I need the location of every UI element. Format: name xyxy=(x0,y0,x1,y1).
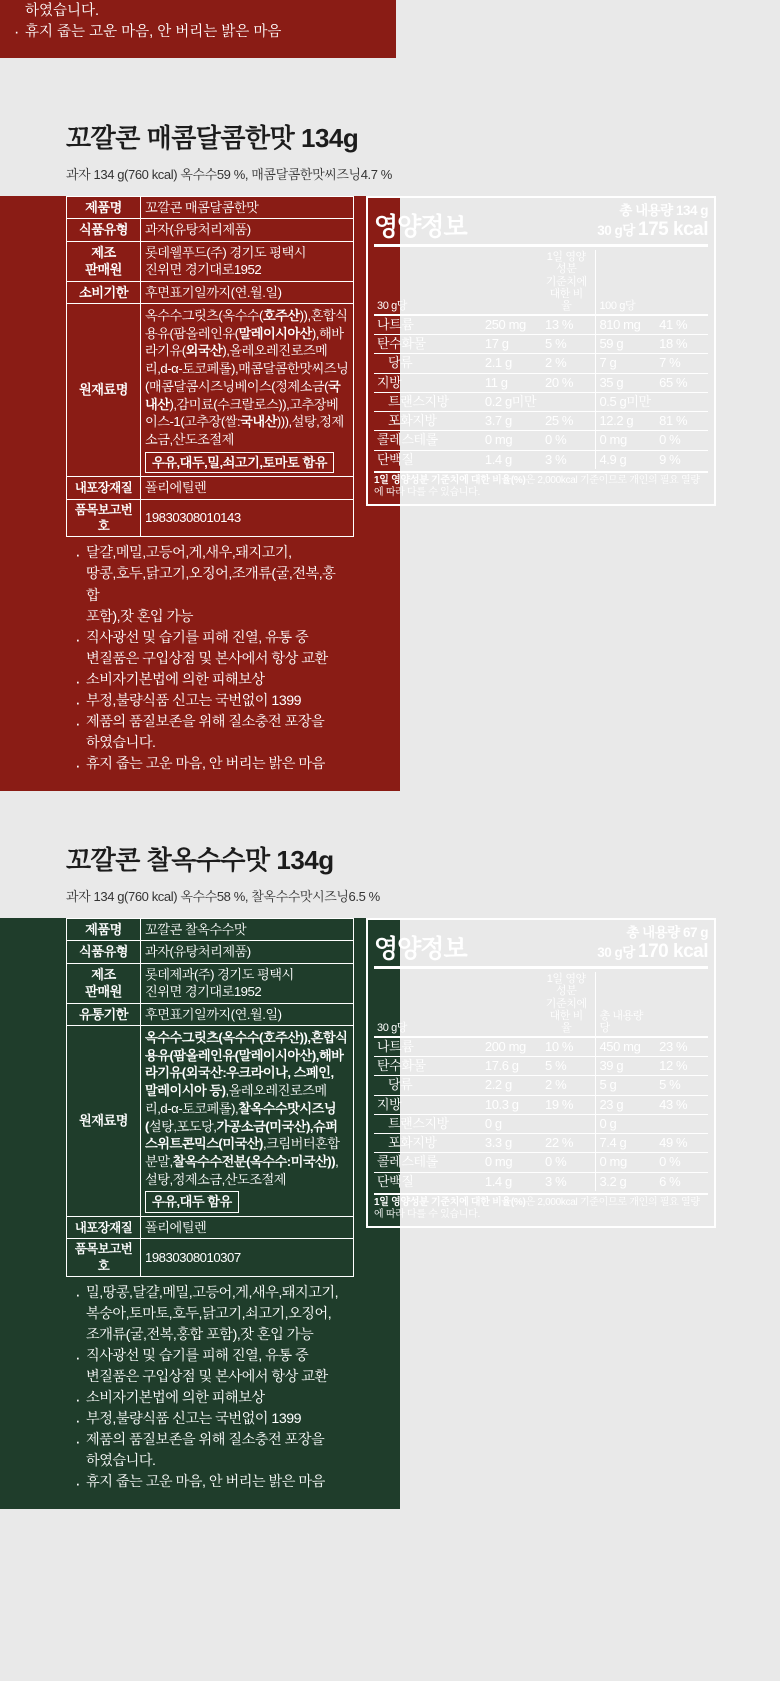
nutrient-amount: 0.2 g미만 xyxy=(482,392,542,411)
nutrient-percent-alt: 65 % xyxy=(656,373,708,392)
info-row-label: 식품유형 xyxy=(67,941,141,963)
product-title: 꼬깔콘 찰옥수수맛 134g xyxy=(66,845,334,875)
nutrient-amount-alt: 810 mg xyxy=(596,315,656,335)
nutrient-name: 단백질 xyxy=(374,1172,482,1191)
product-note-item: · 달걀,메밀,고등어,게,새우,돼지고기, 땅콩,호두,닭고기,오징어,조개류(굴,전복,홍합 포함),잣 혼입 가능 xyxy=(74,543,346,627)
nutrient-amount-alt: 450 mg xyxy=(596,1037,656,1057)
packaging-row xyxy=(67,477,354,499)
nutrient-amount-alt: 0 g xyxy=(596,1114,656,1133)
product-note-item: · 제품의 품질보존을 위해 질소충전 포장을 하였습니다. xyxy=(74,1430,346,1472)
packaging-row xyxy=(67,1239,354,1277)
nutrient-percent-alt xyxy=(656,1114,708,1133)
info-row-value: 과자(유탕처리제품) xyxy=(141,941,354,963)
info-row xyxy=(67,281,354,303)
product-subtitle: 과자 134 g(760 kcal) 옥수수58 %, 찰옥수수맛시즈닝6.5 % xyxy=(66,889,380,904)
nutrient-name: 나트륨 xyxy=(374,315,482,335)
nutrient-amount-alt: 35 g xyxy=(596,373,656,392)
nutrient-percent: 13 % xyxy=(542,315,596,335)
nutrient-percent-alt: 41 % xyxy=(656,315,708,335)
nutrient-percent-alt: 6 % xyxy=(656,1172,708,1191)
nutrient-amount-alt: 39 g xyxy=(596,1057,656,1076)
nutrition-table xyxy=(374,972,708,1190)
ingredients-value: 옥수수그릿츠(옥수수(호주산)),혼합식용유(팜올레인유(말레이시아산),해바라기유(외국산),올레오레진로즈메리,d-α-토코페롤),매콤달콤한맛씨즈닝(매콤달콤시즈닝베이스(정제소금(국내산),감미료(수크랄로스)),고추장베이스-1(고추장(쌀:국내산))),설탕,정제소금,산도조절제 우유,대두,밀,쇠고기,토마토 함유 xyxy=(141,304,354,477)
nutrition-table-header xyxy=(374,250,708,314)
info-row xyxy=(67,219,354,241)
packaging-row-label: 품목보고번호 xyxy=(67,1239,141,1277)
info-row-label: 제조 판매원 xyxy=(67,963,141,1003)
info-row-value: 과자(유탕처리제품) xyxy=(141,219,354,241)
info-row xyxy=(67,197,354,219)
nutrient-percent-alt: 0 % xyxy=(656,1153,708,1172)
col-serving: 30 g당 xyxy=(377,1021,408,1034)
ingredients-row xyxy=(67,304,354,477)
col-alt-percent xyxy=(656,250,708,314)
nutrient-percent-alt: 9 % xyxy=(656,450,708,469)
nutrient-percent: 20 % xyxy=(542,373,596,392)
nutrient-amount-alt: 0.5 g미만 xyxy=(596,392,656,411)
nutrition-header xyxy=(374,925,708,962)
nutrient-amount-alt: 59 g xyxy=(596,335,656,354)
nutrition-footnote: 1일 영양성분 기준치에 대한 비율(%)은 2,000kcal 기준이므로 개인의 필요 열량에 따라 다를 수 있습니다. xyxy=(374,471,708,499)
product-info-table-wrap xyxy=(66,918,354,1501)
packaging-row xyxy=(67,1216,354,1238)
packaging-row-label: 내포장재질 xyxy=(67,477,141,499)
info-row-value: 후면표기일까지(연.월.일) xyxy=(141,281,354,303)
nutrient-amount-alt: 7.4 g xyxy=(596,1134,656,1153)
nutrition-table xyxy=(374,250,708,468)
nutrient-amount: 17 g xyxy=(482,335,542,354)
info-row-label: 제품명 xyxy=(67,197,141,219)
nutrition-row xyxy=(374,1134,708,1153)
nutrient-percent: 19 % xyxy=(542,1095,596,1114)
nutrient-percent-alt: 0 % xyxy=(656,431,708,450)
nutrient-amount: 200 mg xyxy=(482,1037,542,1057)
nutrition-total-amount: 총 내용량 67 g xyxy=(626,925,708,940)
nutrition-footnote: 1일 영양성분 기준치에 대한 비율(%)은 2,000kcal 기준이므로 개인의 필요 열량에 따라 다를 수 있습니다. xyxy=(374,1193,708,1221)
col-alt: 100 g당 xyxy=(596,250,656,314)
nutrient-percent: 2 % xyxy=(542,354,596,373)
packaging-row xyxy=(67,499,354,537)
nutrition-row xyxy=(374,335,708,354)
col-alt-percent xyxy=(656,972,708,1036)
nutrient-percent: 3 % xyxy=(542,1172,596,1191)
product-note-item: · 밀,땅콩,달걀,메밀,고등어,게,새우,돼지고기, 복숭아,토마토,호두,닭고기,쇠고기,오징어, 조개류(굴,전복,홍합 포함),잣 혼입 가능 xyxy=(74,1283,346,1346)
nutrient-percent-alt xyxy=(656,392,708,411)
nutrient-percent-alt: 81 % xyxy=(656,412,708,431)
nutrition-table-header xyxy=(374,972,708,1036)
info-row-value: 꼬깔콘 매콤달콤한맛 xyxy=(141,197,354,219)
nutrition-title: 영양정보 xyxy=(374,213,467,242)
nutrient-percent: 0 % xyxy=(542,431,596,450)
product-note-item: · 휴지 줍는 고운 마음, 안 버리는 밝은 마음 xyxy=(74,754,346,775)
product-section-spicy-sweet xyxy=(0,118,780,772)
nutrition-row xyxy=(374,392,708,411)
nutrient-percent: 0 % xyxy=(542,1153,596,1172)
nutrition-total-amount: 총 내용량 134 g xyxy=(619,203,708,218)
nutrient-amount: 1.4 g xyxy=(482,450,542,469)
nutrient-percent: 2 % xyxy=(542,1076,596,1095)
nutrition-row xyxy=(374,431,708,450)
allergy-badge: 우유,대두,밀,쇠고기,토마토 함유 xyxy=(145,452,334,474)
nutrient-percent: 5 % xyxy=(542,335,596,354)
nutrition-serving-kcal: 30 g당 170 kcal xyxy=(597,940,708,962)
nutrition-row xyxy=(374,1076,708,1095)
nutrient-percent: 22 % xyxy=(542,1134,596,1153)
nutrient-name: 지방 xyxy=(374,373,482,392)
packaging-row-label: 내포장재질 xyxy=(67,1216,141,1238)
info-row xyxy=(67,941,354,963)
info-row-label: 식품유형 xyxy=(67,219,141,241)
nutrient-percent: 10 % xyxy=(542,1037,596,1057)
nutrition-row xyxy=(374,354,708,373)
nutrition-box xyxy=(366,918,716,1228)
product-notes xyxy=(66,1277,354,1501)
nutrient-amount: 0 g xyxy=(482,1114,542,1133)
product-note-item: · 소비자기본법에 의한 피해보상 xyxy=(74,670,346,691)
nutrient-name: 단백질 xyxy=(374,450,482,469)
product-info-table-wrap xyxy=(66,196,354,783)
col-amount xyxy=(482,250,542,314)
nutrient-percent-alt: 23 % xyxy=(656,1037,708,1057)
nutrient-amount-alt: 4.9 g xyxy=(596,450,656,469)
nutrient-percent-alt: 49 % xyxy=(656,1134,708,1153)
col-amount xyxy=(482,972,542,1036)
nutrient-amount: 10.3 g xyxy=(482,1095,542,1114)
nutrient-amount-alt: 0 mg xyxy=(596,431,656,450)
product-note-item: · 직사광선 및 습기를 피해 진열, 유통 중 변질품은 구입상점 및 본사에서 항상 교환 xyxy=(74,1346,346,1388)
nutrient-name: 지방 xyxy=(374,1095,482,1114)
nutrition-title: 영양정보 xyxy=(374,935,467,964)
nutrition-rule xyxy=(374,966,708,969)
nutrient-name: 탄수화물 xyxy=(374,1057,482,1076)
ingredients-value: 옥수수그릿츠(옥수수(호주산)),혼합식용유(팜올레인유(말레이시아산),해바라기유(외국산:우크라이나, 스페인, 말레이시아 등),올레오레진로즈메리,d-α-토코페롤),찰옥수수맛시즈닝(설탕,포도당,가공소금(미국산),슈퍼스위트콘믹스(미국산),크림버터혼합분말,찰옥수수전분(옥수수:미국산)),설탕,정제소금,산도조절제 우유,대두 함유 xyxy=(141,1026,354,1217)
nutrition-panel xyxy=(366,196,716,506)
nutrition-row xyxy=(374,1172,708,1191)
nutrient-name: 포화지방 xyxy=(374,1134,482,1153)
info-row xyxy=(67,1003,354,1025)
nutrient-percent-alt: 43 % xyxy=(656,1095,708,1114)
nutrient-percent: 5 % xyxy=(542,1057,596,1076)
nutrition-header xyxy=(374,203,708,240)
packaging-row-value: 폴리에틸렌 xyxy=(141,1216,354,1238)
nutrient-amount: 0 mg xyxy=(482,1153,542,1172)
col-serving: 30 g당 xyxy=(377,299,408,312)
product-note-item: · 부정,불량식품 신고는 국번없이 1399 xyxy=(74,691,346,712)
nutrient-name: 포화지방 xyxy=(374,412,482,431)
info-row xyxy=(67,241,354,281)
nutrient-name: 당류 xyxy=(374,354,482,373)
ingredients-label: 원재료명 xyxy=(67,1026,141,1217)
info-row-value: 후면표기일까지(연.월.일) xyxy=(141,1003,354,1025)
nutrient-amount-alt: 7 g xyxy=(596,354,656,373)
nutrient-percent: 25 % xyxy=(542,412,596,431)
allergy-badge: 우유,대두 함유 xyxy=(145,1191,239,1213)
nutrition-panel xyxy=(366,918,716,1228)
ingredients-label: 원재료명 xyxy=(67,304,141,477)
nutrient-amount: 11 g xyxy=(482,373,542,392)
nutrition-row xyxy=(374,1153,708,1172)
nutrient-amount-alt: 23 g xyxy=(596,1095,656,1114)
product-note-item: · 부정,불량식품 신고는 국번없이 1399 xyxy=(74,1409,346,1430)
nutrient-percent xyxy=(542,1114,596,1133)
nutrient-amount: 3.7 g xyxy=(482,412,542,431)
col-alt: 총 내용량당 xyxy=(596,972,656,1036)
product-note-item: · 소비자기본법에 의한 피해보상 xyxy=(74,1388,346,1409)
nutrition-row xyxy=(374,373,708,392)
col-percent: 1일 영양성분 기준치에 대한 비율 xyxy=(545,251,587,312)
nutrient-amount: 3.3 g xyxy=(482,1134,542,1153)
info-row-label: 소비기한 xyxy=(67,281,141,303)
product-title: 꼬깔콘 매콤달콤한맛 134g xyxy=(66,123,359,153)
nutrient-amount-alt: 12.2 g xyxy=(596,412,656,431)
nutrient-amount-alt: 5 g xyxy=(596,1076,656,1095)
top-partial-list xyxy=(14,0,386,43)
ingredients-row xyxy=(67,1026,354,1217)
nutrient-name: 콜레스테롤 xyxy=(374,1153,482,1172)
top-note-line-3: · 휴지 줍는 고운 마음, 안 버리는 밝은 마음 xyxy=(14,22,386,43)
product-subtitle: 과자 134 g(760 kcal) 옥수수59 %, 매콤달콤한맛씨즈닝4.7 % xyxy=(66,167,392,182)
nutrient-name: 트랜스지방 xyxy=(374,1114,482,1133)
nutrient-amount: 2.1 g xyxy=(482,354,542,373)
info-row-label: 제품명 xyxy=(67,919,141,941)
product-note-item: · 제품의 품질보존을 위해 질소충전 포장을 하였습니다. xyxy=(74,712,346,754)
nutrient-name: 당류 xyxy=(374,1076,482,1095)
nutrition-rule xyxy=(374,244,708,247)
nutrition-box xyxy=(366,196,716,506)
nutrient-percent-alt: 12 % xyxy=(656,1057,708,1076)
nutrient-percent-alt: 7 % xyxy=(656,354,708,373)
product-info-table xyxy=(66,918,354,1277)
info-row-label: 유통기한 xyxy=(67,1003,141,1025)
info-row-label: 제조 판매원 xyxy=(67,241,141,281)
nutrition-row xyxy=(374,1057,708,1076)
nutrition-row xyxy=(374,315,708,335)
nutrient-percent xyxy=(542,392,596,411)
info-row xyxy=(67,963,354,1003)
col-percent: 1일 영양성분 기준치에 대한 비율 xyxy=(545,973,587,1034)
packaging-row-label: 품목보고번호 xyxy=(67,499,141,537)
product-note-item: · 휴지 줍는 고운 마음, 안 버리는 밝은 마음 xyxy=(74,1472,346,1493)
info-row-value: 꼬깔콘 찰옥수수맛 xyxy=(141,919,354,941)
nutrient-amount-alt: 0 mg xyxy=(596,1153,656,1172)
nutrient-percent-alt: 5 % xyxy=(656,1076,708,1095)
nutrient-amount: 17.6 g xyxy=(482,1057,542,1076)
packaging-row-value: 19830308010307 xyxy=(141,1239,354,1277)
nutrient-name: 나트륨 xyxy=(374,1037,482,1057)
product-section-waxy-corn xyxy=(0,840,780,1491)
top-note-line-2: 하였습니다. xyxy=(25,3,100,20)
info-row-value: 롯데제과(주) 경기도 평택시 진위면 경기대로1952 xyxy=(141,963,354,1003)
nutrition-row xyxy=(374,412,708,431)
nutrition-row xyxy=(374,450,708,469)
nutrient-name: 트랜스지방 xyxy=(374,392,482,411)
top-partial-notes xyxy=(0,0,396,58)
nutrient-name: 콜레스테롤 xyxy=(374,431,482,450)
nutrient-amount: 250 mg xyxy=(482,315,542,335)
nutrition-row xyxy=(374,1114,708,1133)
info-row xyxy=(67,919,354,941)
nutrient-amount-alt: 3.2 g xyxy=(596,1172,656,1191)
info-row-value: 롯데웰푸드(주) 경기도 평택시 진위면 경기대로1952 xyxy=(141,241,354,281)
product-note-item: · 직사광선 및 습기를 피해 진열, 유통 중 변질품은 구입상점 및 본사에서 항상 교환 xyxy=(74,628,346,670)
nutrition-summary xyxy=(597,925,708,962)
nutrition-serving-kcal: 30 g당 175 kcal xyxy=(597,218,708,240)
product-info-table xyxy=(66,196,354,537)
packaging-row-value: 폴리에틸렌 xyxy=(141,477,354,499)
nutrient-amount: 2.2 g xyxy=(482,1076,542,1095)
nutrition-summary xyxy=(597,203,708,240)
nutrient-amount: 1.4 g xyxy=(482,1172,542,1191)
packaging-row-value: 19830308010143 xyxy=(141,499,354,537)
nutrient-name: 탄수화물 xyxy=(374,335,482,354)
nutrition-row xyxy=(374,1095,708,1114)
nutrition-row xyxy=(374,1037,708,1057)
nutrient-percent-alt: 18 % xyxy=(656,335,708,354)
product-notes xyxy=(66,537,354,782)
nutrient-amount: 0 mg xyxy=(482,431,542,450)
nutrient-percent: 3 % xyxy=(542,450,596,469)
